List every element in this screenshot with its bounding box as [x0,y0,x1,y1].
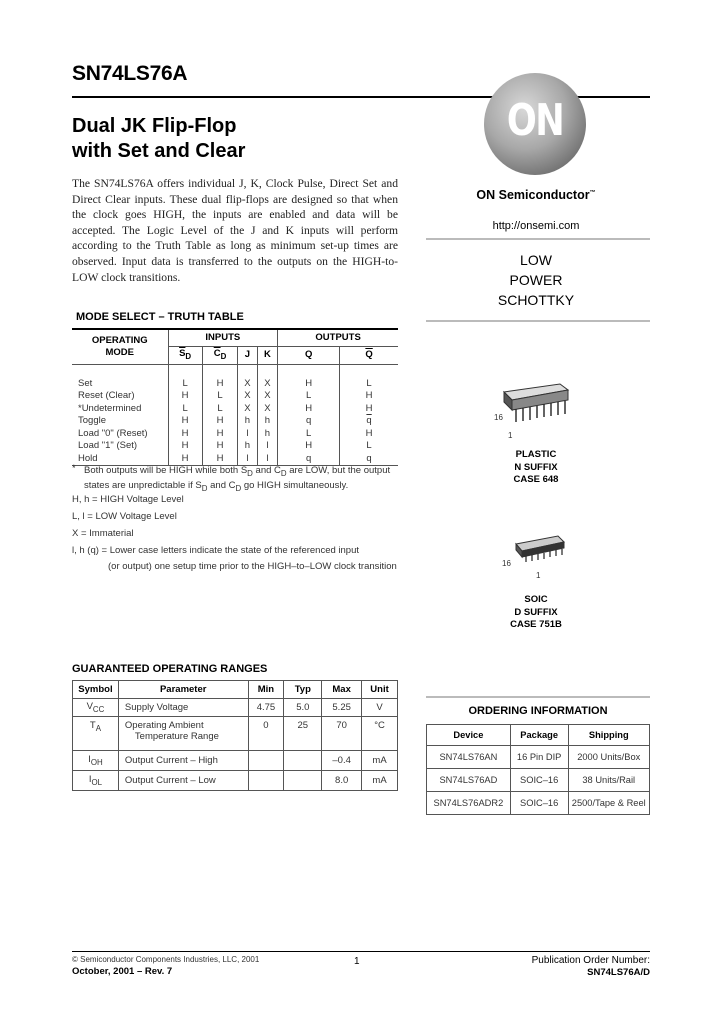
sidebar-rule [426,320,650,322]
document-title: SN74LS76A [72,62,188,85]
dip-pin-1-label: 1 [508,431,513,440]
sidebar-rule [426,696,650,698]
sidebar-rule [426,238,650,240]
dip-package-label: PLASTIC N SUFFIX CASE 648 [513,449,559,485]
col-q: Q [278,347,340,365]
ordering-table [426,724,650,815]
ordering-title: ORDERING INFORMATION [468,705,608,717]
table-row: $I_{OH}$ Output Current – High –0.4 mA [73,751,398,771]
col-j: J [238,347,257,365]
date-revision: October, 2001 – Rev. 7 [72,966,173,977]
note-lowercase-a: l, h (q) = Lower case letters indicate the state of the referenced input [72,545,360,556]
on-logo [484,73,586,175]
mode-header: OPERATING MODE [72,329,168,365]
col-qbar: $\overline{Q}$ [340,347,398,365]
soic-package-label: SOIC D SUFFIX CASE 751B [510,594,562,630]
copyright: © Semiconductor Components Industries, LLC, 2001 [72,955,260,964]
table-row: $T_A$ Operating Ambient Temperature Range 0 25 70 °C [73,717,398,751]
table-row: SN74LS76AD SOIC–16 38 Units/Rail [427,769,650,792]
heading-line-2: with Set and Clear [72,140,246,162]
operating-ranges-title: GUARANTEED OPERATING RANGES [72,663,268,675]
table-row: SN74LS76ADR2 SOIC–16 2500/Tape & Reel [427,792,650,815]
table-row: Load "0" (Reset) H H l h L H [72,428,398,441]
col-k: K [257,347,278,365]
table-row: Hold H H l l q q [72,453,398,466]
truth-table-title: MODE SELECT – TRUTH TABLE [76,311,244,323]
table-row: *Undetermined L L X X H H [72,403,398,416]
table-row: SN74LS76AN 16 Pin DIP 2000 Units/Box [427,746,650,769]
note-lowercase-b: (or output) one setup time prior to the HIGH–to–LOW clock transition [108,561,397,572]
col-cd: $\overline{C}_D$ [202,347,238,365]
logo-text: ON [506,95,564,146]
truth-table [72,328,398,466]
publication-number: SN74LS76A/D [587,967,650,978]
note-star: * [72,463,76,474]
operating-ranges-table [72,680,398,791]
table-row: Reset (Clear) H L X X L H [72,390,398,403]
outputs-header: OUTPUTS [278,329,398,347]
heading-line-1: Dual JK Flip-Flop [72,115,237,137]
note-low: L, l = LOW Voltage Level [72,511,177,522]
table-row: $V_{CC}$ Supply Voltage 4.75 5.0 5.25 V [73,699,398,717]
soic-pin-1-label: 1 [536,571,541,580]
table-row: $I_{OL}$ Output Current – Low 8.0 mA [73,771,398,791]
inputs-header: INPUTS [168,329,278,347]
dip-package-illustration [494,378,574,440]
publication-label: Publication Order Number: [531,955,650,966]
dip-pin-16-label: 16 [494,413,503,422]
description-paragraph: The SN74LS76A offers individual J, K, Clock Pulse, Direct Set and Direct Clear inputs. These dual flip-flops are designed so that when the clock goes HIGH, the inputs are enabled and data will be accepted. The Logic Level of the J and K inputs will perform according to the Truth Table as long as minimum set-up times are observed. Input data is transferred to the outputs on the HIGH-to-LOW clock transitions. [72,177,398,284]
company-url[interactable]: http://onsemi.com [492,220,580,232]
table-header-row: Symbol Parameter Min Typ Max Unit [73,681,398,699]
note-immaterial: X = Immaterial [72,528,134,539]
soic-pin-16-label: 16 [502,559,511,568]
page-number: 1 [354,956,360,967]
table-row: Toggle H H h h q $\overline{q}$ [72,415,398,428]
table-header-row: Device Package Shipping [427,725,650,746]
table-row: Set L H X X H L [72,378,398,391]
company-name: ON Semiconductor™ [476,188,596,202]
footer-rule [72,951,650,952]
note-undetermined: Both outputs will be HIGH while both $S_D$ and $C_D$ are LOW, but the output states are unpredictable if $S_D$ and $C_D$ go HIGH simultaneously. [84,465,391,493]
family-label: LOW POWER SCHOTTKY [497,252,575,308]
table-row: Load "1" (Set) H H h l H L [72,440,398,453]
col-sd: $\overline{S}_D$ [168,347,202,365]
note-high: H, h = HIGH Voltage Level [72,494,184,505]
soic-package-illustration [502,524,572,580]
